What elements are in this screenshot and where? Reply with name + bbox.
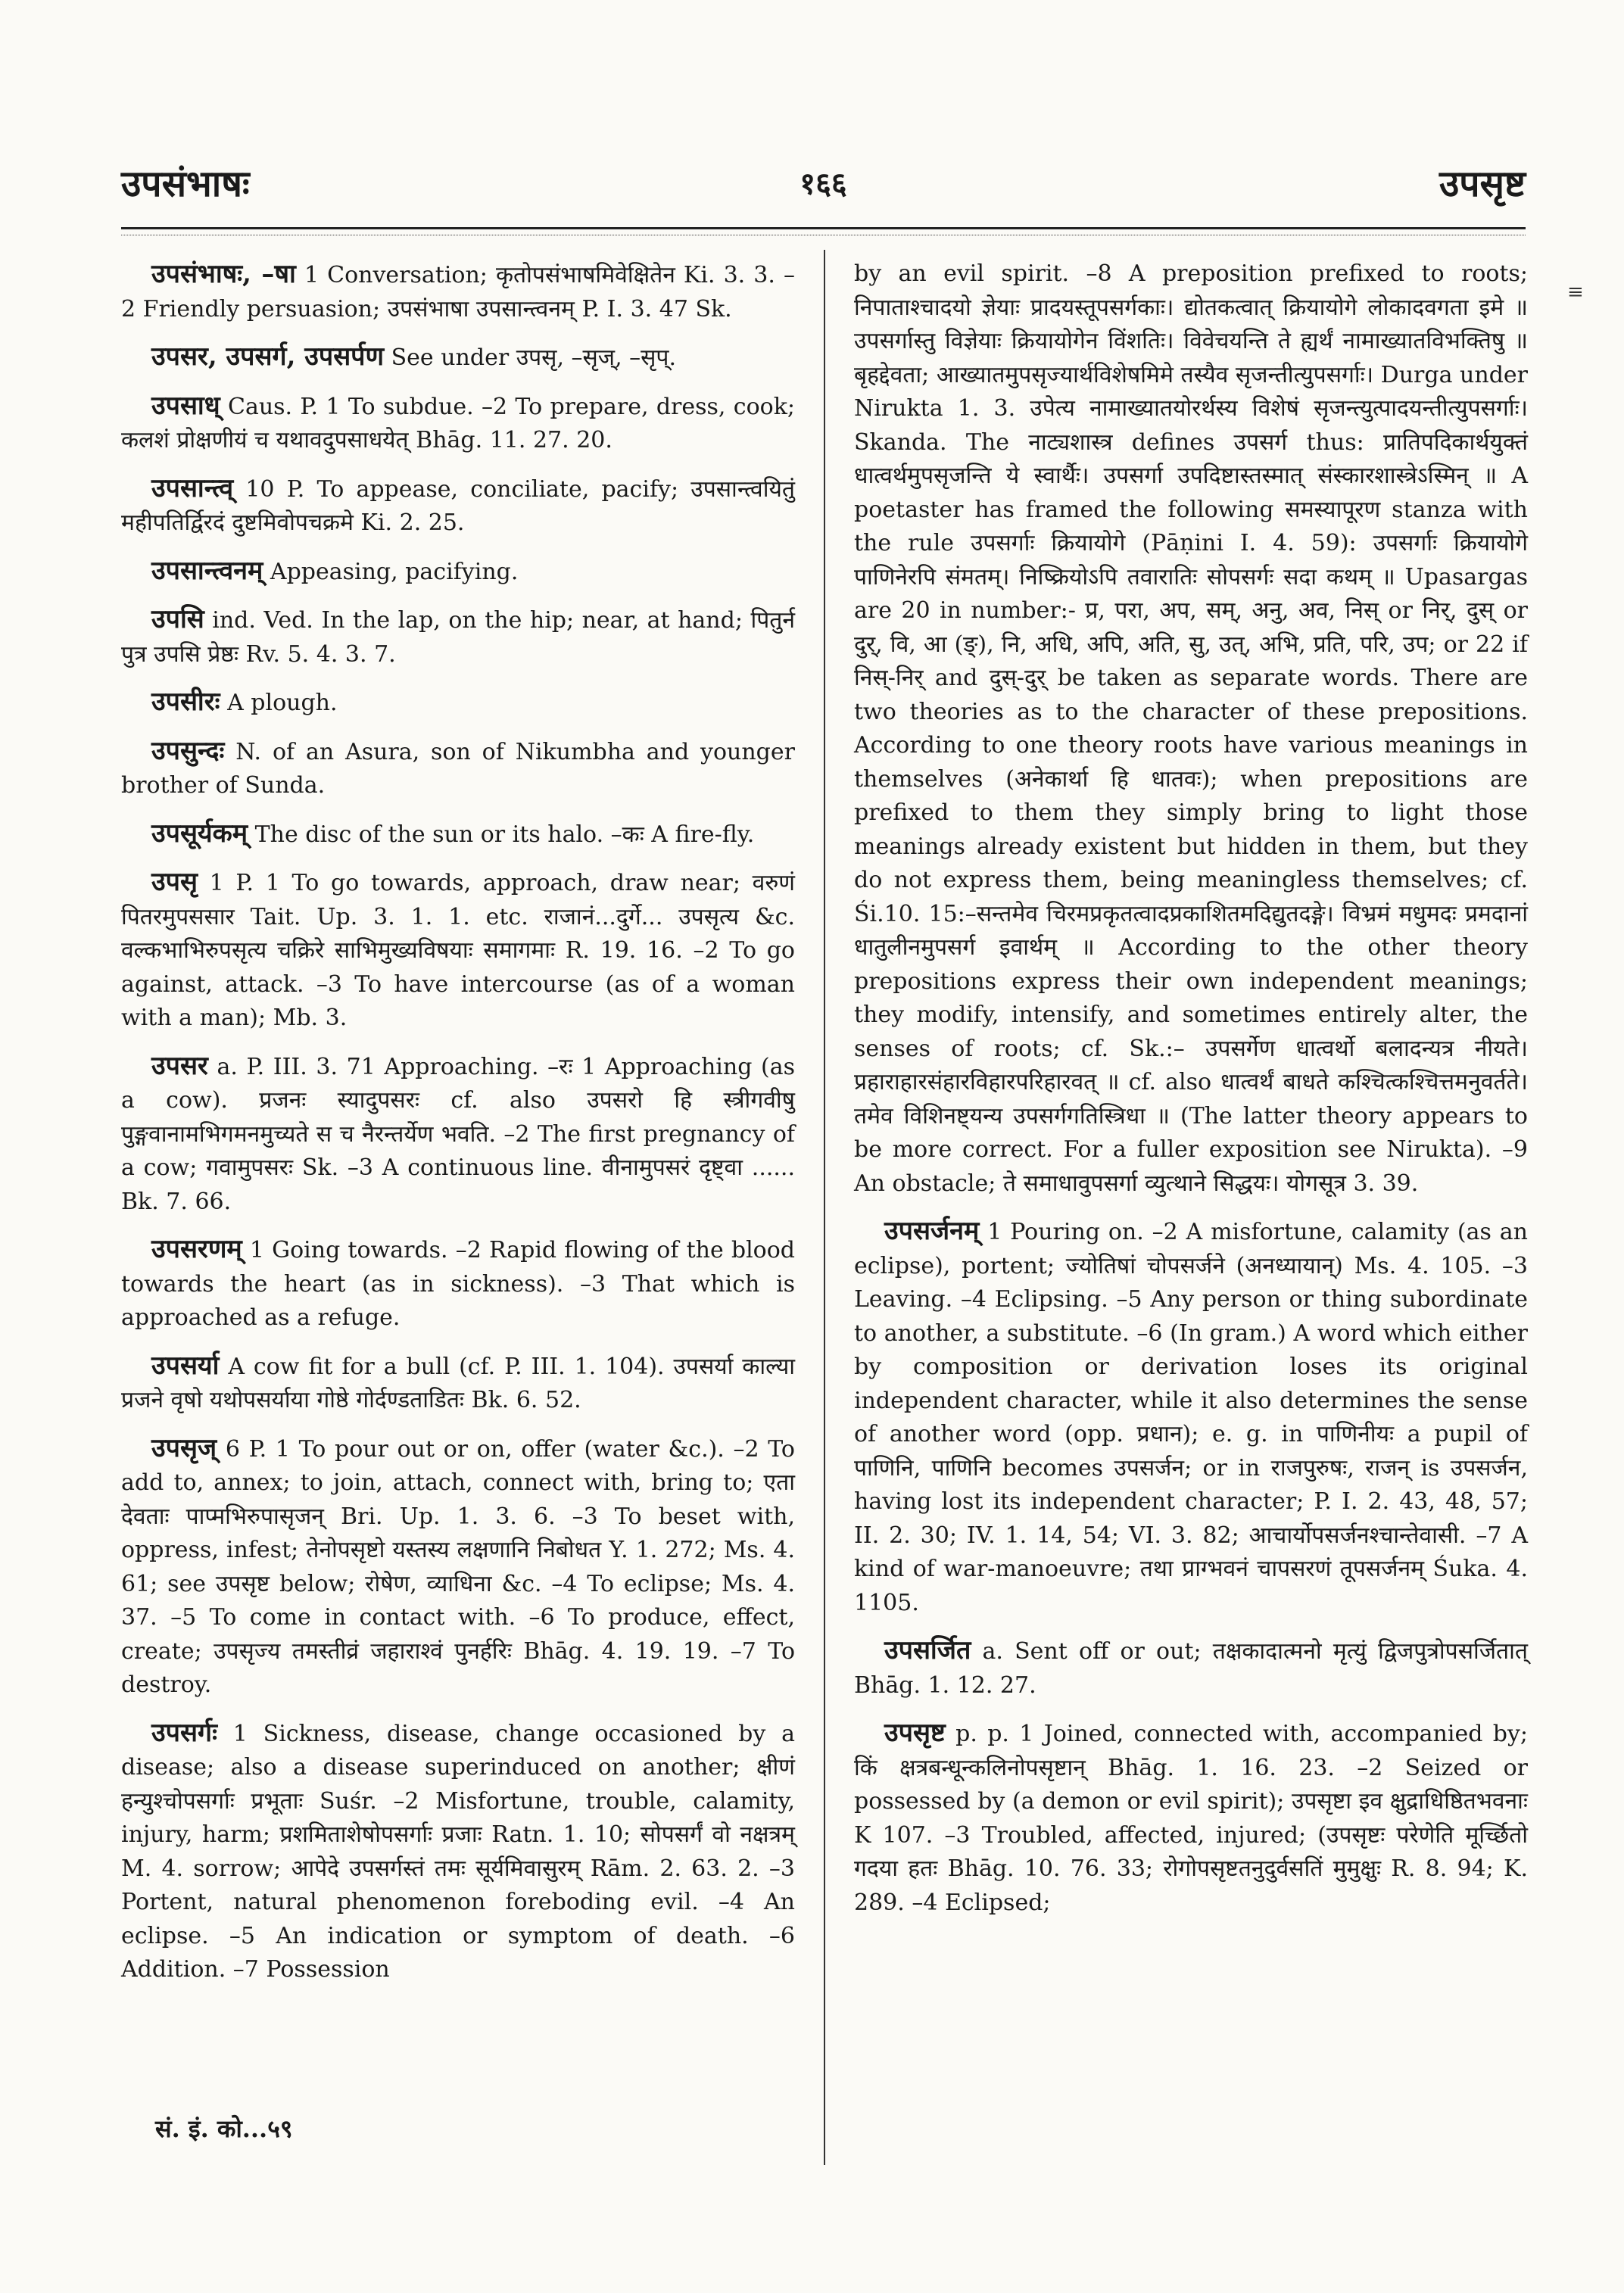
- dictionary-entry: [121, 340, 795, 375]
- dictionary-entry: [121, 1049, 795, 1220]
- entry-headword: उपसृष्ट: [884, 1718, 946, 1748]
- entry-headword: उपसीरः: [151, 687, 220, 717]
- dictionary-entry: [121, 389, 795, 458]
- left-column: [121, 257, 795, 2001]
- dictionary-entry: [121, 1716, 795, 1987]
- entry-headword: उपसर्जित: [884, 1635, 971, 1665]
- entry-headword: उपसि: [151, 604, 204, 634]
- dictionary-entry: [121, 734, 795, 803]
- entry-definition: A cow fit for a bull (cf. P. III. 1. 104). उपसर्या काल्या प्रजने वृषो यथोपसर्याया गोष्ठे गोर्दण्डताडितः Bk. 6. 52.: [121, 1353, 795, 1413]
- dictionary-entry: [121, 472, 795, 541]
- entry-headword: उपसान्त्व्: [151, 472, 234, 503]
- dictionary-entry: [121, 257, 795, 326]
- entry-definition: 1 Sickness, disease, change occasioned by a disease; also a disease superinduced on another; क्षीणं हन्युश्चोपसर्गाः प्रभूताः Suśr. –2 Misfortune, trouble, calamity, injury, harm; प्रशमिताशेषोपसर्गाः प्रजाः Ratn. 1. 10; सोपसर्गं वो नक्षत्रम् M. 4. sorrow; आपेदे उपसर्गस्तं तमः सूर्यमिवासुरम् Rām. 2. 63. 2. –3 Portent, natural phenomenon foreboding evil. –4 An eclipse. –5 An indication or symptom of death. –6 Addition. –7 Possession: [121, 1720, 796, 1983]
- dictionary-entry: [854, 257, 1528, 1201]
- entry-definition: Appeasing, pacifying.: [270, 558, 519, 585]
- column-divider: [824, 250, 825, 2165]
- right-column: [854, 257, 1528, 1933]
- signature-footer: सं. इं. को...५९: [155, 2114, 293, 2143]
- entry-headword: उपसान्त्वनम्: [151, 555, 263, 586]
- entry-definition: ind. Ved. In the lap, on the hip; near, at hand; पितुर्न पुत्र उपसि प्रेष्ठः Rv. 5. 4. 3. 7.: [121, 607, 795, 668]
- margin-mark: ≡: [1567, 281, 1582, 304]
- entry-headword: उपसरणम्: [151, 1234, 242, 1264]
- entry-definition: p. p. 1 Joined, connected with, accompanied by; किं क्षत्रबन्धून्कलिनोपसृष्टान् Bhāg. 1. 16. 23. –2 Seized or possessed by (a demon or evil spirit); उपसृष्टा इव क्षुद्राधिष्ठितभवनाः K 107. –3 Troubled, affected, injured; (उपसृष्टः परेणेति मूर्च्छितो गदया हतः Bhāg. 10. 76. 33; रोगोपसृष्टतनुदुर्वसतिं मुमुक्षुः R. 8. 94; K. 289. –4 Eclipsed;: [854, 1721, 1528, 1916]
- entry-headword: उपसंभाषः, –षा: [151, 259, 296, 289]
- dictionary-entry: [121, 1232, 795, 1335]
- entry-headword: उपसुन्दः: [151, 735, 225, 766]
- entry-definition: a. Sent off or out; तक्षकादात्मनो मृत्युं द्विजपुत्रोपसर्जितात् Bhāg. 1. 12. 27.: [854, 1638, 1528, 1699]
- dictionary-entry: [121, 554, 795, 590]
- entry-definition: by an evil spirit. –8 A preposition prefixed to roots; निपाताश्चादयो ज्ञेयाः प्रादयस्तूपसर्गकाः। द्योतकत्वात् क्रियायोगे लोकादवगता इमे ॥ उपसर्गास्तु विज्ञेयाः क्रियायोगेन विंशतिः। विवेचयन्ति ते ह्यर्थं नामाख्यातविभक्तिषु ॥ बृहद्देवता; आख्यातमुपसृज्यार्थविशेषमिमे तस्यैव सृजन्तीत्युपसर्गाः। Durga under Nirukta 1. 3. उपेत्य नामाख्यातयोरर्थस्य विशेषं सृजन्त्युत्पादयन्तीत्युपसर्गाः। Skanda. The नाट्यशास्त्र defines उपसर्ग thus: प्रातिपदिकार्थयुक्तं धात्वर्थमुपसृजन्ति ये स्वार्थैः। उपसर्गा उपदिष्टास्तस्मात् संस्कारशास्त्रेऽस्मिन् ॥ A poetaster has framed the following समस्यापूरण stanza with the rule उपसर्गाः क्रियायोगे (Pāṇini I. 4. 59): उपसर्गाः क्रियायोगे पाणिनेरपि संमतम्। निष्क्रियोऽपि तवारातिः सोपसर्गः सदा कथम् ॥ Upasargas are 20 in number:- प्र, परा, अप, सम्, अनु, अव, निस् or निर्, दुस् or दुर्, वि, आ (ङ्), नि, अधि, अपि, अति, सु, उत्, अभि, प्रति, परि, उप; or 22 if निस्-निर् and दुस्-दुर् be taken as separate words. There are two theories as to the character of these prepositions. According to one theory roots have various meanings in themselves (अनेकार्था हि धातवः); when prepositions are prefixed to them they simply bring to light those meanings already existent but hidden in them, but they do not express them, being meaningless themselves; cf. Śi.10. 15:–सन्तमेव चिरमप्रकृतत्वादप्रकाशितमदिद्युतदङ्गे। विभ्रमं मधुमदः प्रमदानां धातुलीनमुपसर्ग इवार्थम् ॥ According to the other theory prepositions express their own independent meanings; they modify, intensify, and sometimes entirely alter, the senses of roots; cf. Sk.:– उपसर्गेण धात्वर्थो बलादन्यत्र नीयते। प्रहाराहारसंहारविहारपरिहारवत् ॥ cf. also धात्वर्थं बाधते कश्चित्कश्चित्तमनुवर्तते। तमेव विशिनष्ट्यन्य उपसर्गगतिस्त्रिधा ॥ (The latter theory appears to be more correct. For a fuller exposition see Nirukta). –9 An obstacle; ते समाधावुपसर्गा व्युत्थाने सिद्धयः। योगसूत्र 3. 39.: [854, 260, 1528, 1197]
- entry-headword: उपसर्जनम्: [884, 1216, 980, 1246]
- right-running-headword: उपसृष्ट: [1439, 163, 1526, 205]
- entry-definition: The disc of the sun or its halo. –कः A fire-fly.: [254, 821, 755, 848]
- dictionary-entry: [121, 1432, 795, 1703]
- entry-definition: 10 P. To appease, conciliate, pacify; उपसान्त्वयितुं महीपतिर्द्विरदं दुष्टमिवोपचक्रमे Ki. 2. 25.: [121, 475, 795, 536]
- dictionary-entry: [121, 1349, 795, 1418]
- entry-headword: उपसर्या: [151, 1350, 220, 1381]
- dictionary-entry: [121, 685, 795, 721]
- entry-definition: 1 Pouring on. –2 A misfortune, calamity (as an eclipse), portent; ज्योतिषां चोपसर्जने (अनध्यायान्) Ms. 4. 105. –3 Leaving. –4 Eclipsing. –5 Any person or thing subordinate to another, a substitute. –6 (In gram.) A word which either by composition or derivation loses its original independent character, while it also determines the sense of another word (opp. प्रधान); e. g. in पाणिनीयः a pupil of पाणिनि, पाणिनि becomes उपसर्जन; or in राजपुरुषः, राजन् is उपसर्जन, having lost its independent character; P. I. 2. 43, 48, 57; II. 2. 30; IV. 1. 14, 54; VI. 3. 82; आचार्योपसर्जनश्चान्तेवासी. –7 A kind of war-manoeuvre; तथा प्राग्भवनं चापसरणं तूपसर्जनम् Śuka. 4. 1105.: [854, 1219, 1528, 1616]
- entry-headword: उपसर्गः: [151, 1717, 217, 1748]
- dictionary-entry: [121, 817, 795, 852]
- dictionary-entry: [854, 1634, 1528, 1703]
- entry-definition: See under उपसृ, –सृज्, –सृप्.: [391, 344, 676, 371]
- dictionary-entry: [121, 865, 795, 1036]
- entry-headword: उपसर, उपसर्ग, उपसर्पण: [151, 341, 385, 372]
- page-number: १६६: [800, 166, 847, 201]
- entry-headword: उपसाध्: [151, 390, 220, 421]
- entry-definition: Caus. P. 1 To subdue. –2 To prepare, dress, cook; कलशं प्रोक्षणीयं च यथावदुपसाधयेत् Bhāg. 11. 27. 20.: [121, 393, 795, 453]
- entry-definition: 1 Conversation; कृतोपसंभाषमिवेक्षितेन Ki. 3. 3. –2 Friendly persuasion; उपसंभाषा उपसान्त्वनम् P. I. 3. 47 Sk.: [121, 262, 795, 322]
- header-rule: [121, 227, 1526, 229]
- entry-definition: 1 Going towards. –2 Rapid flowing of the blood towards the heart (as in sickness). –3 That which is approached as a refuge.: [121, 1237, 795, 1331]
- dictionary-entry: [121, 603, 795, 671]
- dictionary-entry: [854, 1214, 1528, 1620]
- entry-headword: उपसर: [151, 1050, 208, 1081]
- entry-definition: 6 P. 1 To pour out or on, offer (water &c.). –2 To add to, annex; to join, attach, connect with, bring to; एता देवताः पाप्मभिरुपासृजन् Bri. Up. 1. 3. 6. –3 To beset with, oppress, infest; तेनोपसृष्टो यस्तस्य लक्षणानि निबोधत Y. 1. 272; Ms. 4. 61; see उपसृष्ट below; रोषेण, व्याधिना &c. –4 To eclipse; Ms. 4. 37. –5 To come in contact with. –6 To produce, effect, create; उपसृज्य तमस्तीव्रं जहाराश्वं पुनर्हरिः Bhāg. 4. 19. 19. –7 To destroy.: [121, 1435, 795, 1698]
- entry-definition: 1 P. 1 To go towards, approach, draw near; वरुणं पितरमुपससार Tait. Up. 3. 1. 1. etc. राजानं...दुर्गे... उपसृत्य &c. वल्कभाभिरुपसृत्य चक्रिरे साभिमुख्यविषयाः समागमाः R. 19. 16. –2 To go against, attack. –3 To have intercourse (as of a woman with a man); Mb. 3.: [121, 870, 795, 1031]
- entry-definition: a. P. III. 3. 71 Approaching. –रः 1 Approaching (as a cow). प्रजनः स्यादुपसरः cf. also उपसरो हि स्त्रीगवीषु पुङ्गवानामभिगमनमुच्यते स च नैरन्तर्येण भवति. –2 The first pregnancy of a cow; गवामुपसरः Sk. –3 A continuous line. वीनामुपसरं दृष्ट्वा ...... Bk. 7. 66.: [121, 1053, 795, 1215]
- page-header: [121, 163, 1526, 208]
- entry-headword: उपसूर्यकम्: [151, 818, 248, 849]
- dictionary-entry: [854, 1716, 1528, 1920]
- entry-definition: A plough.: [227, 690, 338, 716]
- entry-definition: N. of an Asura, son of Nikumbha and younger brother of Sunda.: [121, 738, 795, 799]
- entry-headword: उपसृ: [151, 867, 198, 897]
- left-running-headword: उपसंभाषः: [121, 163, 250, 205]
- entry-headword: उपसृज्: [151, 1432, 217, 1463]
